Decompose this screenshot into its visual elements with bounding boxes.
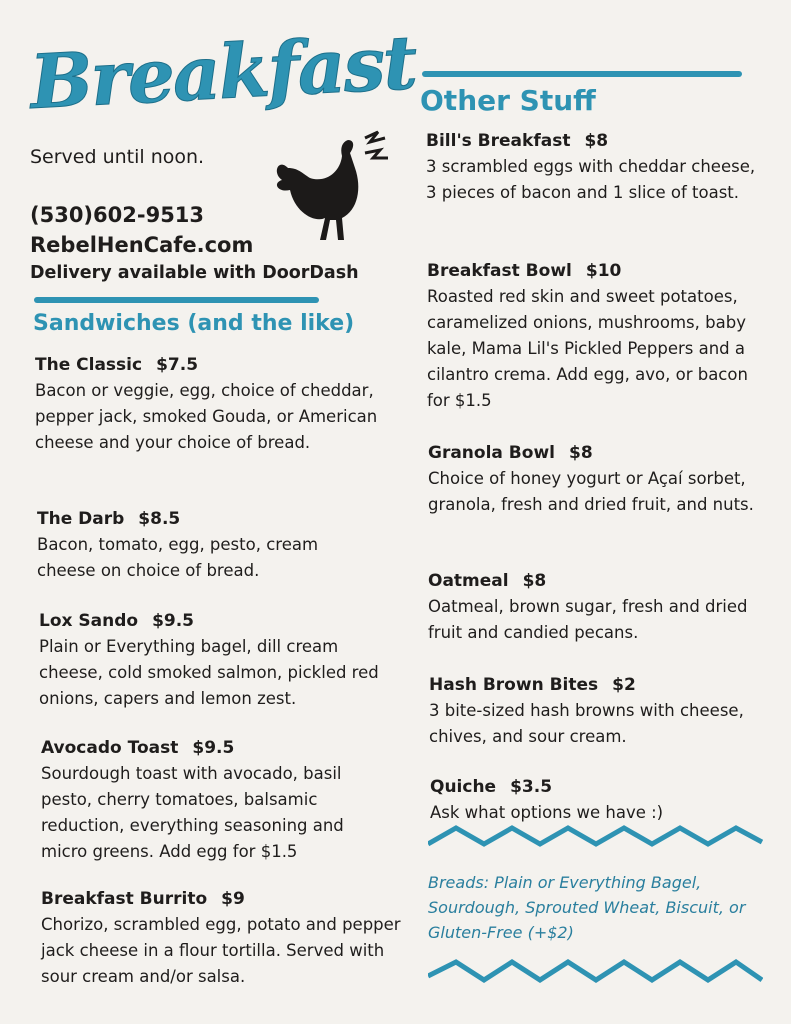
menu-item bbox=[35, 352, 405, 456]
menu-item bbox=[39, 608, 404, 712]
item-name: Breakfast Bowl bbox=[427, 261, 572, 281]
menu-item bbox=[37, 506, 347, 584]
divider bbox=[422, 71, 742, 77]
item-price: $8 bbox=[568, 443, 593, 463]
item-description: 3 bite-sized hash browns with cheese, chives, and sour cream. bbox=[429, 701, 744, 746]
divider bbox=[34, 297, 319, 303]
item-name: Oatmeal bbox=[428, 571, 509, 591]
item-description: Oatmeal, brown sugar, fresh and dried fruit and candied pecans. bbox=[428, 597, 748, 642]
item-description: Plain or Everything bagel, dill cream cheese, cold smoked salmon, pickled red onions, capers and lemon zest. bbox=[39, 637, 379, 708]
served-hours: Served until noon. bbox=[30, 146, 205, 168]
item-price: $8.5 bbox=[138, 509, 181, 529]
item-price: $8 bbox=[584, 131, 609, 151]
item-name: Hash Brown Bites bbox=[429, 675, 599, 695]
item-price: $7.5 bbox=[156, 355, 199, 375]
delivery-note: Delivery available with DoorDash bbox=[30, 263, 359, 283]
item-description: 3 scrambled eggs with cheddar cheese, 3 pieces of bacon and 1 slice of toast. bbox=[426, 157, 756, 202]
phone-number[interactable]: (530)602-9513 bbox=[30, 203, 205, 227]
item-name: The Classic bbox=[35, 355, 143, 375]
menu-item bbox=[41, 886, 401, 990]
item-name: Avocado Toast bbox=[41, 738, 179, 758]
item-name: Bill's Breakfast bbox=[426, 131, 571, 151]
menu-item bbox=[428, 568, 748, 646]
item-price: $8 bbox=[522, 571, 547, 591]
menu-item bbox=[427, 258, 767, 414]
zigzag-divider bbox=[428, 822, 763, 850]
menu-item bbox=[429, 672, 769, 750]
item-name: The Darb bbox=[37, 509, 125, 529]
item-name: Breakfast Burrito bbox=[41, 889, 208, 909]
hen-icon bbox=[270, 128, 395, 248]
item-name: Quiche bbox=[430, 777, 497, 797]
item-price: $3.5 bbox=[510, 777, 553, 797]
item-description: Roasted red skin and sweet potatoes, caramelized onions, mushrooms, baby kale, Mama Lil's Pickled Peppers and a cilantro crema. Add egg, avo, or bacon for $1.5 bbox=[427, 287, 748, 410]
item-price: $10 bbox=[585, 261, 622, 281]
zigzag-divider bbox=[428, 956, 763, 986]
item-price: $9.5 bbox=[192, 738, 235, 758]
menu-item bbox=[41, 735, 371, 865]
item-description: Bacon, tomato, egg, pesto, cream cheese on choice of bread. bbox=[37, 535, 319, 580]
section-heading-sandwiches: Sandwiches (and the like) bbox=[33, 311, 355, 336]
item-price: $9 bbox=[221, 889, 245, 909]
menu-item bbox=[428, 440, 768, 518]
menu-item bbox=[430, 774, 770, 826]
item-description: Bacon or veggie, egg, choice of cheddar, pepper jack, smoked Gouda, or American cheese and your choice of bread. bbox=[35, 381, 378, 452]
item-name: Granola Bowl bbox=[428, 443, 555, 463]
item-description: Choice of honey yogurt or Açaí sorbet, granola, fresh and dried fruit, and nuts. bbox=[428, 469, 754, 514]
website-link[interactable]: RebelHenCafe.com bbox=[30, 233, 254, 257]
item-description: Chorizo, scrambled egg, potato and pepper jack cheese in a flour tortilla. Served with sour cream and/or salsa. bbox=[41, 915, 401, 986]
item-description: Ask what options we have :) bbox=[430, 803, 664, 822]
menu-item bbox=[426, 128, 766, 206]
section-heading-other: Other Stuff bbox=[420, 84, 596, 117]
breads-note: Breads: Plain or Everything Bagel, Sourdough, Sprouted Wheat, Biscuit, or Gluten-Free (+$2) bbox=[428, 873, 746, 942]
item-name: Lox Sando bbox=[39, 611, 139, 631]
item-price: $9.5 bbox=[152, 611, 195, 631]
menu-title: Breakfast bbox=[28, 19, 418, 127]
item-description: Sourdough toast with avocado, basil pesto, cherry tomatoes, balsamic reduction, everything seasoning and micro greens. Add egg for $1.5 bbox=[41, 764, 344, 861]
item-price: $2 bbox=[612, 675, 636, 695]
